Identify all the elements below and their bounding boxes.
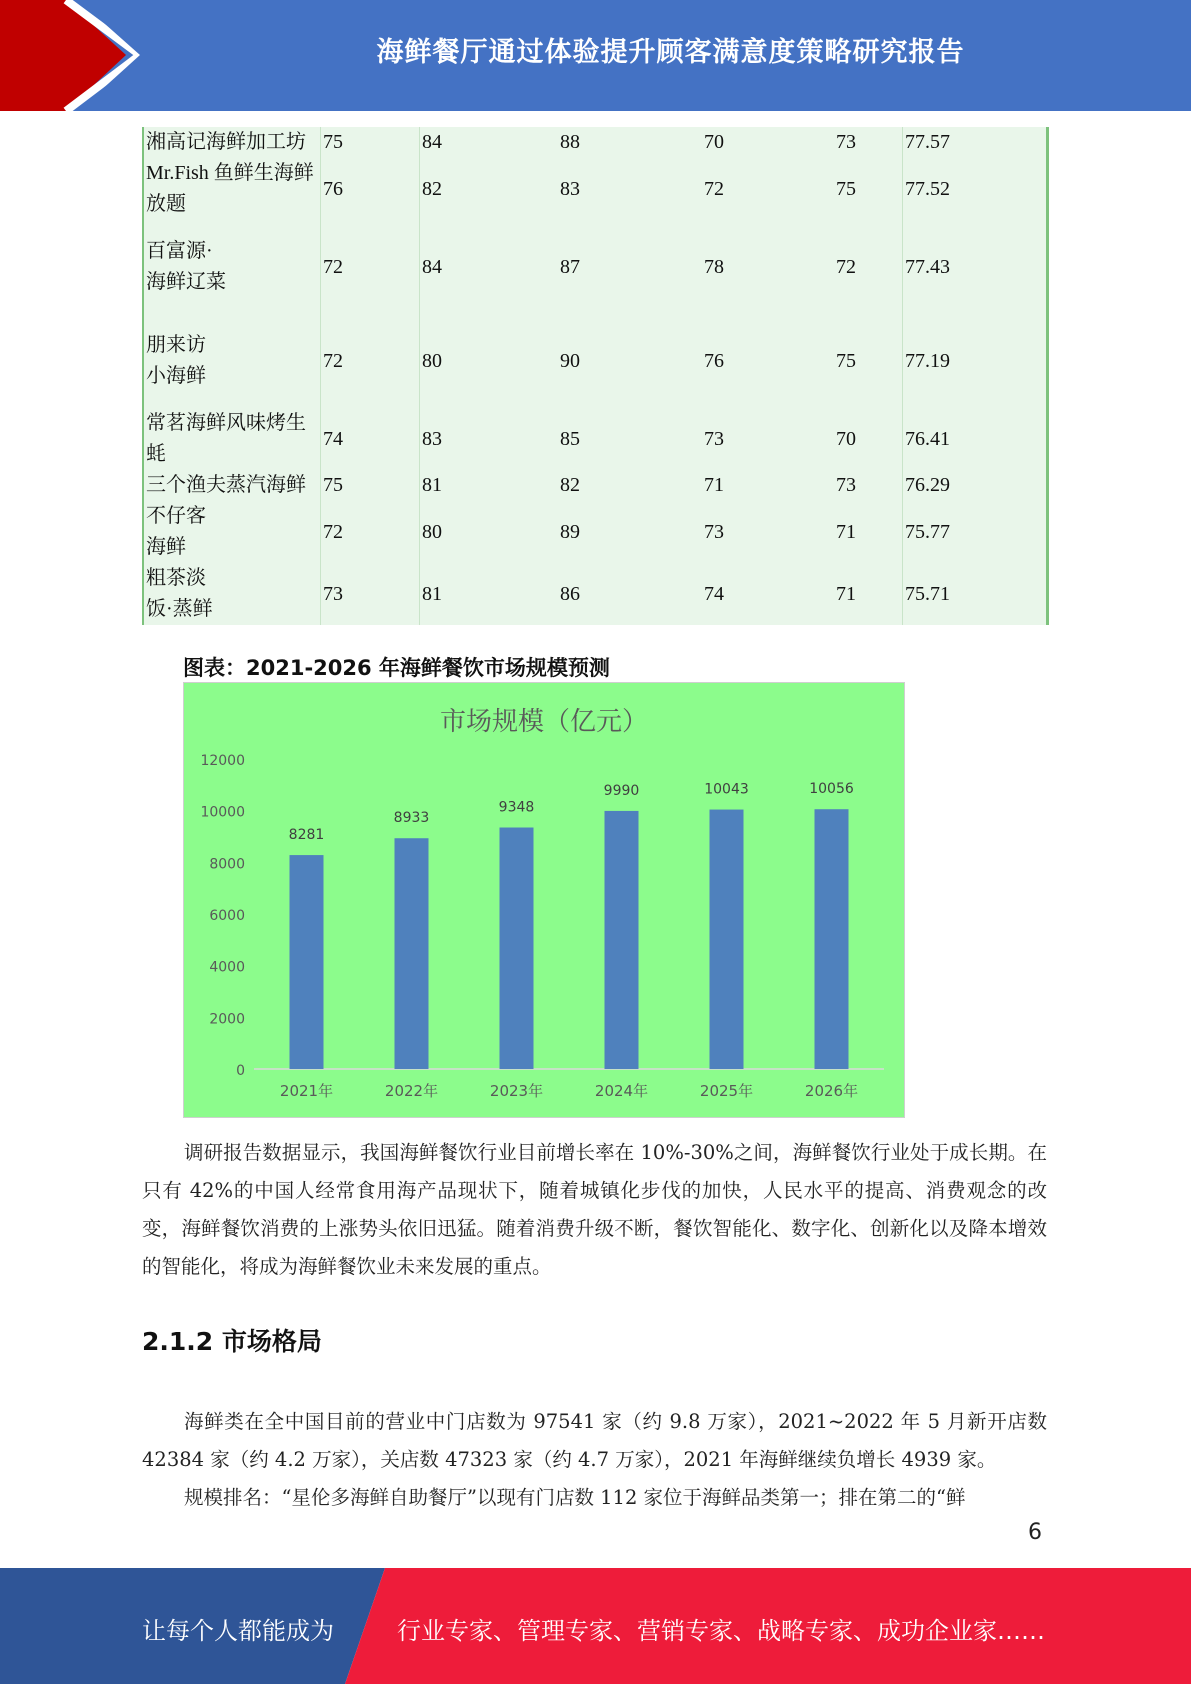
overall-score-cell: 77.52 xyxy=(903,158,1048,220)
paragraph-growth: 调研报告数据显示，我国海鲜餐饮行业目前增长率在 10%-30%之间，海鲜餐饮行业处于成长期。在只有 42%的中国人经常食用海产品现状下，随着城镇化步伐的加快，人民水平的提高、消费观念的改变，海鲜餐饮消费的上涨势头依旧迅猛。随着消费升级不断，餐饮智能化、数字化、创新化以及降本增效的智能化，将成为海鲜餐饮业未来发展的重点。 xyxy=(142,1141,1047,1278)
score-cell: 82 xyxy=(420,158,559,220)
score-cell: 72 xyxy=(836,255,856,278)
table-row xyxy=(143,501,1048,563)
score-cell: 84 xyxy=(420,220,559,314)
score-cell: 71 xyxy=(836,520,856,543)
score-cell: 70 xyxy=(836,427,856,450)
x-tick-label: 2025年 xyxy=(699,1082,754,1100)
y-tick-label: 0 xyxy=(236,1063,245,1079)
bar xyxy=(605,811,639,1069)
chart-title: 市场规模（亿元） xyxy=(439,707,648,737)
header-arrow-decoration xyxy=(0,0,160,111)
score-cell: 81 xyxy=(420,563,559,625)
score-cell: 71 xyxy=(704,474,724,496)
score-cell: 81 xyxy=(420,470,559,501)
score-cell: 75 xyxy=(836,349,856,372)
data-label: 8933 xyxy=(393,810,430,827)
table-row xyxy=(143,563,1048,625)
score-cell: 73 xyxy=(836,131,856,153)
score-cell: 72 xyxy=(321,314,420,408)
score-table xyxy=(142,127,1049,625)
score-cell: 84 xyxy=(420,127,559,158)
paragraph-ranking: 规模排名：“星伦多海鲜自助餐厅”以现有门店数 112 家位于海鲜品类第一；排在第二的“鲜 xyxy=(184,1486,966,1509)
table-row xyxy=(143,220,1048,314)
paragraph-store-count: 海鲜类在全中国目前的营业中门店数为 97541 家（约 9.8 万家），2021~2022 年 5 月新开店数 42384 家（约 4.2 万家），关店数 47323 家（约 4.7 万家），2021 年海鲜继续负增长 4939 家。 xyxy=(142,1410,1047,1471)
score-cell: 75 xyxy=(836,177,856,200)
score-cell: 75 xyxy=(321,127,420,158)
score-cell: 73 xyxy=(321,563,420,625)
data-label: 9348 xyxy=(498,799,535,816)
score-cell: 83 xyxy=(560,177,580,200)
chart-plot xyxy=(184,683,904,1117)
score-cell: 73 xyxy=(704,520,724,543)
restaurant-name: 粗茶淡 饭·蒸鲜 xyxy=(146,567,213,620)
x-tick-label: 2026年 xyxy=(804,1082,859,1100)
footer-slogan-right: 行业专家、管理专家、营销专家、战略专家、成功企业家…… xyxy=(397,1617,1045,1645)
score-cell: 74 xyxy=(321,408,420,470)
restaurant-score-table xyxy=(142,127,1049,625)
score-cell: 70 xyxy=(704,131,724,153)
table-row xyxy=(143,470,1048,501)
score-cell: 89 xyxy=(560,520,580,543)
page-number: 6 xyxy=(1028,1520,1042,1545)
y-tick-label: 12000 xyxy=(200,753,245,769)
footer-slogan-left: 让每个人都能成为 xyxy=(142,1617,334,1645)
restaurant-name: Mr.Fish 鱼鲜生海鲜放题 xyxy=(146,162,314,215)
score-cell: 88 xyxy=(560,131,580,153)
y-tick-label: 8000 xyxy=(209,856,245,873)
restaurant-name: 不仔客 海鲜 xyxy=(146,505,206,558)
restaurant-name: 常茗海鲜风味烤生蚝 xyxy=(146,412,306,465)
overall-score-cell: 76.41 xyxy=(903,408,1048,470)
score-cell: 80 xyxy=(420,314,559,408)
score-cell: 72 xyxy=(704,177,724,200)
score-cell: 83 xyxy=(420,408,559,470)
overall-score-cell: 77.57 xyxy=(903,127,1048,158)
table-row xyxy=(143,408,1048,470)
restaurant-name: 朋来访 小海鲜 xyxy=(146,334,206,387)
section-heading: 2.1.2 市场格局 xyxy=(142,1327,322,1356)
data-label: 8281 xyxy=(288,827,325,844)
restaurant-name: 三个渔夫蒸汽海鲜 xyxy=(146,474,306,496)
table-row xyxy=(143,158,1048,220)
table-row xyxy=(143,314,1048,408)
overall-score-cell: 75.77 xyxy=(903,501,1048,563)
restaurant-name: 百富源· 海鲜辽菜 xyxy=(146,240,226,293)
score-cell: 85 xyxy=(560,427,580,450)
chart-caption: 图表：2021-2026 年海鲜餐饮市场规模预测 xyxy=(183,656,610,680)
data-label: 10056 xyxy=(809,781,854,798)
score-cell: 76 xyxy=(704,349,724,372)
bar xyxy=(290,855,324,1069)
x-tick-label: 2022年 xyxy=(384,1082,439,1100)
table-row xyxy=(143,127,1048,158)
score-cell: 80 xyxy=(420,501,559,563)
score-cell: 76 xyxy=(321,158,420,220)
bar xyxy=(815,809,849,1069)
data-label: 10043 xyxy=(704,781,749,798)
bar xyxy=(710,810,744,1069)
score-cell: 72 xyxy=(321,220,420,314)
y-tick-label: 2000 xyxy=(209,1011,245,1028)
x-tick-label: 2023年 xyxy=(489,1082,544,1100)
score-cell: 73 xyxy=(704,427,724,450)
score-cell: 73 xyxy=(836,474,856,496)
score-cell: 86 xyxy=(560,582,580,605)
score-cell: 87 xyxy=(560,255,580,278)
market-size-chart xyxy=(183,682,905,1118)
score-cell: 72 xyxy=(321,501,420,563)
restaurant-name: 湘高记海鲜加工坊 xyxy=(146,131,306,153)
score-cell: 82 xyxy=(560,474,580,496)
page-footer xyxy=(0,1568,1191,1684)
overall-score-cell: 77.19 xyxy=(903,314,1048,408)
bar xyxy=(500,828,534,1069)
score-cell: 78 xyxy=(704,255,724,278)
overall-score-cell: 77.43 xyxy=(903,220,1048,314)
y-tick-label: 6000 xyxy=(209,908,245,924)
score-cell: 75 xyxy=(321,470,420,501)
overall-score-cell: 76.29 xyxy=(903,470,1048,501)
report-title: 海鲜餐厅通过体验提升顾客满意度策略研究报告 xyxy=(376,37,965,68)
x-tick-label: 2024年 xyxy=(594,1082,649,1100)
y-tick-label: 10000 xyxy=(200,804,245,821)
score-cell: 90 xyxy=(560,349,580,372)
data-label: 9990 xyxy=(603,782,640,799)
page-header xyxy=(0,0,1191,111)
bar xyxy=(395,838,429,1069)
x-tick-label: 2021年 xyxy=(279,1082,334,1100)
overall-score-cell: 75.71 xyxy=(903,563,1048,625)
score-cell: 74 xyxy=(704,582,724,605)
score-cell: 71 xyxy=(836,582,856,605)
y-tick-label: 4000 xyxy=(209,959,245,976)
